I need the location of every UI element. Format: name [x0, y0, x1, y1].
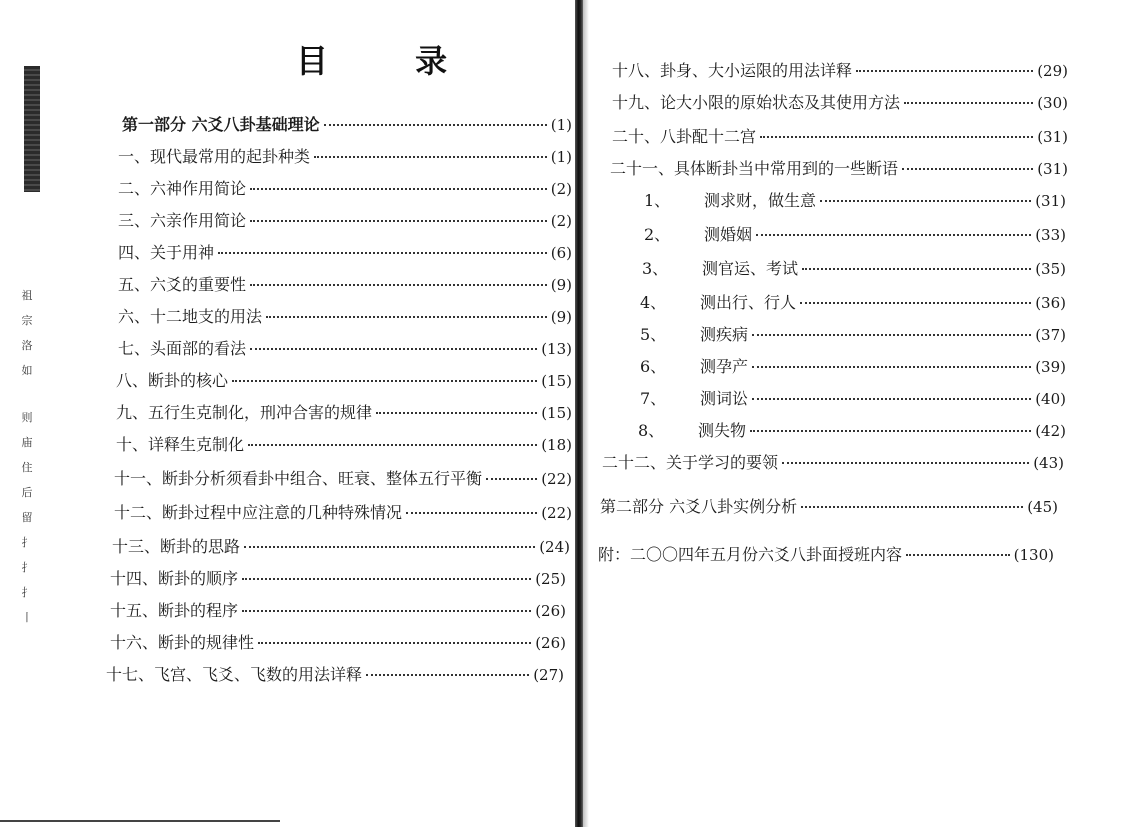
- toc-page-number: (43): [1033, 454, 1064, 472]
- toc-page-number: (45): [1027, 498, 1058, 516]
- toc-sub-entry[interactable]: [644, 222, 1066, 244]
- toc-page-number: (2): [550, 212, 572, 230]
- toc-page-number: (30): [1037, 94, 1068, 112]
- toc-sub-entry[interactable]: [638, 418, 1066, 440]
- toc-sub-entry[interactable]: [640, 354, 1066, 376]
- toc-entry-label: 九、五行生克制化，刑冲合害的规律: [116, 403, 373, 422]
- toc-sub-number: 7、: [640, 389, 667, 408]
- toc-page-number: (36): [1035, 294, 1066, 312]
- toc-page-number: (33): [1035, 226, 1066, 244]
- dot-leader: [820, 200, 1031, 202]
- toc-entry-label: 测求财，做生意: [704, 191, 817, 210]
- toc-sub-number: 6、: [640, 357, 667, 376]
- dot-leader: [250, 188, 547, 190]
- toc-entry-label: 十九、论大小限的原始状态及其使用方法: [612, 93, 901, 112]
- toc-entry-label: 十八、卦身、大小运限的用法详释: [612, 61, 853, 80]
- toc-sub-number: 1、: [644, 191, 671, 210]
- toc-entry-label: 六、十二地支的用法: [118, 307, 263, 326]
- toc-sub-number: 8、: [638, 421, 665, 440]
- dot-leader: [258, 642, 531, 644]
- dot-leader: [486, 478, 537, 480]
- toc-page-number: (2): [550, 180, 572, 198]
- toc-page-number: (18): [541, 436, 572, 454]
- toc-entry-label: 测婚姻: [704, 225, 753, 244]
- toc-entry[interactable]: [600, 494, 1058, 516]
- dot-leader: [782, 462, 1029, 464]
- toc-page-number: (40): [1035, 390, 1066, 408]
- toc-sub-number: 3、: [642, 259, 669, 278]
- dot-leader: [324, 124, 547, 126]
- toc-entry[interactable]: [118, 336, 572, 358]
- dot-leader: [366, 674, 529, 676]
- toc-entry-label: 十四、断卦的顺序: [110, 569, 239, 588]
- toc-page-number: (35): [1035, 260, 1066, 278]
- toc-entry-label: 二、六神作用简论: [118, 179, 247, 198]
- toc-page-number: (39): [1035, 358, 1066, 376]
- margin-glyph: 住: [21, 461, 33, 474]
- margin-glyph: 扌: [21, 561, 33, 574]
- dot-leader: [756, 234, 1031, 236]
- toc-entry[interactable]: [118, 240, 572, 262]
- toc-entry-label: 二十、八卦配十二宫: [612, 127, 757, 146]
- dot-leader: [232, 380, 537, 382]
- toc-sub-number: 2、: [644, 225, 671, 244]
- toc-entry-label: 二十一、具体断卦当中常用到的一些断语: [610, 159, 899, 178]
- margin-glyph: 宗: [21, 314, 33, 327]
- toc-entry[interactable]: [610, 156, 1068, 178]
- toc-entry-label: 第二部分 六爻八卦实例分析: [600, 497, 798, 516]
- toc-entry[interactable]: [106, 662, 564, 684]
- margin-glyph: 庙: [21, 436, 33, 449]
- toc-sub-entry[interactable]: [642, 256, 1066, 278]
- bottom-edge-line: [0, 820, 280, 822]
- toc-entry[interactable]: [612, 124, 1068, 146]
- margin-glyph: 祖: [21, 289, 33, 302]
- dot-leader: [250, 284, 547, 286]
- toc-entry-label: 测词讼: [700, 389, 749, 408]
- toc-entry[interactable]: [114, 500, 572, 522]
- toc-entry[interactable]: [118, 208, 572, 230]
- toc-entry[interactable]: [598, 542, 1054, 564]
- toc-page-number: (1): [550, 116, 572, 134]
- margin-text-column: [16, 290, 38, 637]
- toc-entry[interactable]: [122, 112, 572, 134]
- dot-leader: [242, 578, 531, 580]
- toc-page-number: (37): [1035, 326, 1066, 344]
- dot-leader: [856, 70, 1033, 72]
- toc-entry[interactable]: [110, 566, 566, 588]
- toc-page-number: (31): [1037, 128, 1068, 146]
- margin-glyph: 留: [21, 511, 33, 524]
- toc-page-number: (9): [550, 308, 572, 326]
- toc-page-number: (130): [1013, 546, 1054, 564]
- dot-leader: [250, 220, 547, 222]
- margin-glyph: 洛: [21, 339, 33, 352]
- dot-leader: [314, 156, 547, 158]
- toc-entry-label: 十五、断卦的程序: [110, 601, 239, 620]
- toc-entry[interactable]: [116, 368, 572, 390]
- dot-leader: [801, 506, 1023, 508]
- toc-entry[interactable]: [112, 534, 570, 556]
- toc-page-number: (25): [535, 570, 566, 588]
- toc-entry-label: 一、现代最常用的起卦种类: [118, 147, 311, 166]
- toc-sub-entry[interactable]: [640, 290, 1066, 312]
- dot-leader: [752, 366, 1031, 368]
- toc-entry[interactable]: [612, 58, 1068, 80]
- toc-page-number: (26): [535, 602, 566, 620]
- toc-page-number: (15): [541, 372, 572, 390]
- toc-entry-label: 七、头面部的看法: [118, 339, 247, 358]
- toc-page-number: (31): [1035, 192, 1066, 210]
- toc-entry-label: 十二、断卦过程中应注意的几种特殊情况: [114, 503, 403, 522]
- dot-leader: [760, 136, 1033, 138]
- toc-entry-label: 五、六爻的重要性: [118, 275, 247, 294]
- page-title: 目 录: [296, 42, 486, 80]
- toc-entry-label: 十、详释生克制化: [116, 435, 245, 454]
- toc-page-number: (22): [541, 470, 572, 488]
- toc-entry[interactable]: [118, 304, 572, 326]
- toc-entry-label: 测出行、行人: [700, 293, 797, 312]
- margin-glyph: 如: [21, 364, 33, 377]
- toc-entry[interactable]: [116, 400, 572, 422]
- dot-leader: [902, 168, 1033, 170]
- dot-leader: [904, 102, 1033, 104]
- dot-leader: [248, 444, 537, 446]
- toc-entry-label: 十七、飞宫、飞爻、飞数的用法详释: [106, 665, 363, 684]
- toc-entry[interactable]: [118, 176, 572, 198]
- margin-glyph: 扌: [21, 536, 33, 549]
- toc-entry-label: 四、关于用神: [118, 243, 215, 262]
- toc-entry-label: 测失物: [698, 421, 747, 440]
- margin-glyph: 后: [21, 486, 33, 499]
- toc-entry-label: 测官运、考试: [702, 259, 799, 278]
- toc-entry[interactable]: [116, 432, 572, 454]
- toc-sub-entry[interactable]: [640, 322, 1066, 344]
- dot-leader: [218, 252, 547, 254]
- dot-leader: [752, 398, 1031, 400]
- margin-glyph: 则: [21, 411, 33, 424]
- dot-leader: [906, 554, 1010, 556]
- toc-page-number: (27): [533, 666, 564, 684]
- dot-leader: [250, 348, 537, 350]
- margin-glyph: 扌: [21, 586, 33, 599]
- margin-glyph: 丨: [21, 611, 33, 624]
- toc-page-number: (22): [541, 504, 572, 522]
- toc-sub-number: 4、: [640, 293, 667, 312]
- toc-page-number: (9): [550, 276, 572, 294]
- toc-entry-label: 测孕产: [700, 357, 749, 376]
- book-binding: [575, 0, 583, 827]
- toc-page-number: (24): [539, 538, 570, 556]
- toc-page-number: (42): [1035, 422, 1066, 440]
- toc-entry[interactable]: [114, 466, 572, 488]
- toc-entry[interactable]: [110, 598, 566, 620]
- toc-entry-label: 第一部分 六爻八卦基础理论: [122, 115, 320, 134]
- toc-page-number: (31): [1037, 160, 1068, 178]
- toc-page-number: (29): [1037, 62, 1068, 80]
- toc-entry[interactable]: [602, 450, 1064, 472]
- toc-page-number: (6): [550, 244, 572, 262]
- dot-leader: [376, 412, 537, 414]
- toc-page-number: (15): [541, 404, 572, 422]
- dot-leader: [244, 546, 535, 548]
- toc-entry-label: 十一、断卦分析须看卦中组合、旺衰、整体五行平衡: [114, 469, 483, 488]
- toc-entry-label: 十六、断卦的规律性: [110, 633, 255, 652]
- toc-entry-label: 测疾病: [700, 325, 749, 344]
- toc-sub-number: 5、: [640, 325, 667, 344]
- binding-shadow: [583, 0, 589, 827]
- toc-page-number: (26): [535, 634, 566, 652]
- toc-entry[interactable]: [118, 144, 572, 166]
- scan-artifact-bar: [24, 66, 40, 192]
- toc-entry-label: 八、断卦的核心: [116, 371, 229, 390]
- toc-entry-label: 附：二〇〇四年五月份六爻八卦面授班内容: [598, 545, 903, 564]
- toc-sub-entry[interactable]: [640, 386, 1066, 408]
- dot-leader: [242, 610, 531, 612]
- dot-leader: [266, 316, 547, 318]
- dot-leader: [752, 334, 1031, 336]
- toc-sub-entry[interactable]: [644, 188, 1066, 210]
- dot-leader: [802, 268, 1031, 270]
- toc-entry[interactable]: [118, 272, 572, 294]
- toc-entry-label: 十三、断卦的思路: [112, 537, 241, 556]
- dot-leader: [406, 512, 537, 514]
- toc-page-number: (1): [550, 148, 572, 166]
- toc-entry[interactable]: [612, 90, 1068, 112]
- toc-entry-label: 二十二、关于学习的要领: [602, 453, 779, 472]
- toc-page-number: (13): [541, 340, 572, 358]
- dot-leader: [800, 302, 1031, 304]
- dot-leader: [750, 430, 1031, 432]
- toc-entry[interactable]: [110, 630, 566, 652]
- toc-entry-label: 三、六亲作用简论: [118, 211, 247, 230]
